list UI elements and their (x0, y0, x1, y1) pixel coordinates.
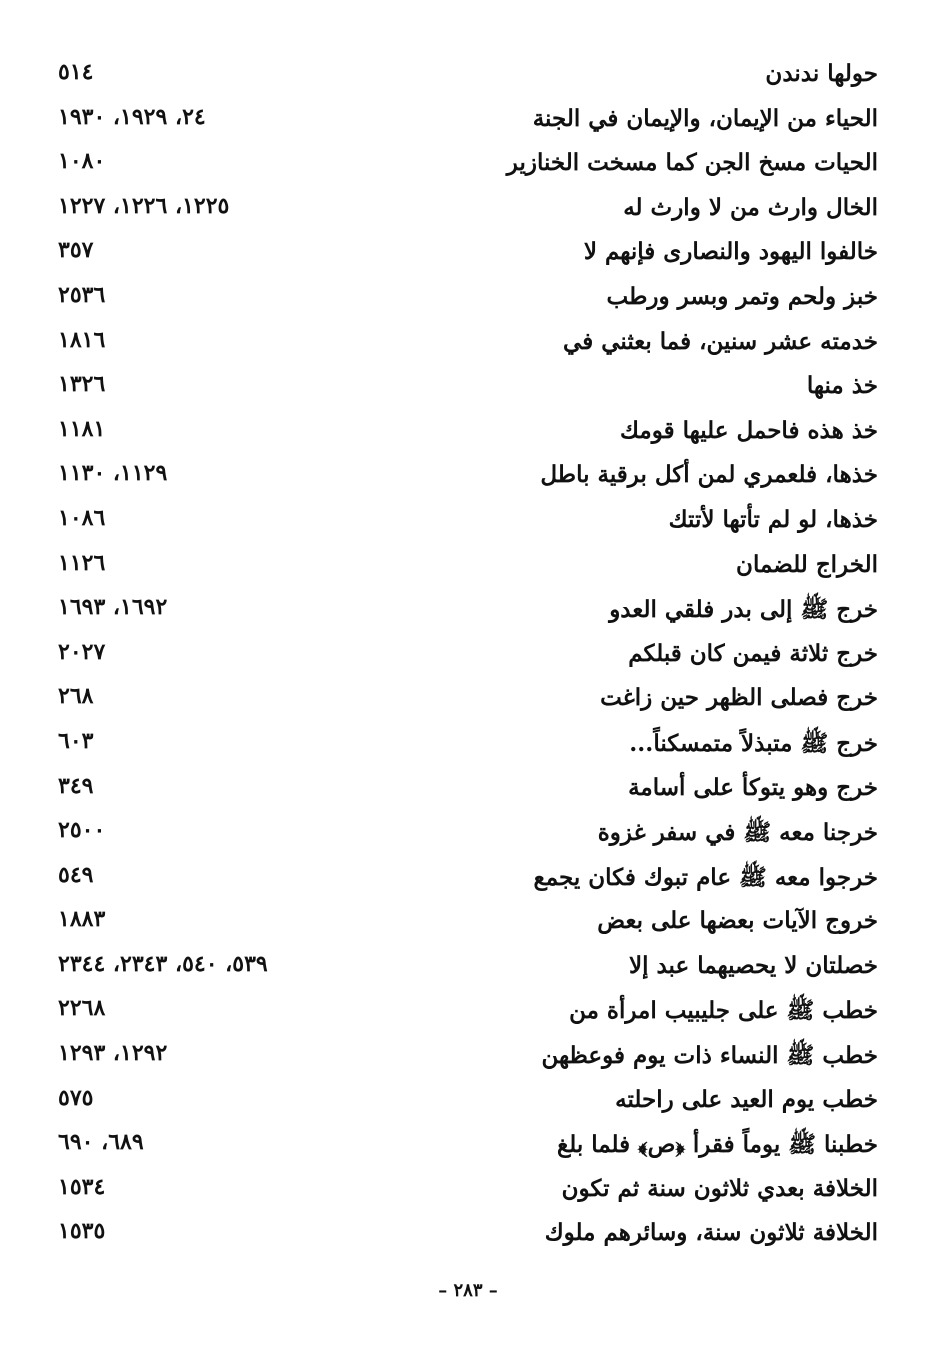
hadith-numbers: ٥٣٩، ٥٤٠، ٢٣٤٣، ٢٣٤٤ (58, 950, 268, 977)
index-entry (0, 232, 936, 277)
hadith-numbers: ١٢٢٥، ١٢٢٦، ١٢٢٧ (58, 192, 230, 219)
hadith-numbers: ١١٢٩، ١١٣٠ (58, 460, 168, 487)
index-entry (0, 1080, 936, 1125)
index-entry (0, 634, 936, 679)
hadith-numbers: ١١٨١ (58, 415, 106, 442)
index-entry (0, 322, 936, 367)
hadith-incipit: خرج فصلى الظهر حين زاغت (600, 684, 878, 712)
hadith-numbers: ١٢٩٢، ١٢٩٣ (58, 1040, 168, 1067)
hadith-numbers: ١٥٣٤ (58, 1173, 106, 1200)
hadith-incipit: خطبنا ﷺ يوماً فقرأ ﴿ص﴾ فلما بلغ (556, 1131, 878, 1159)
hadith-incipit: خرج وهو يتوكأ على أسامة (628, 773, 878, 801)
index-entry (0, 901, 936, 946)
index-entry (0, 188, 936, 233)
hadith-numbers: ٥٧٥ (58, 1084, 94, 1111)
index-entry (0, 545, 936, 590)
hadith-numbers: ٢٥٠٠ (58, 817, 106, 844)
index-entry (0, 54, 936, 99)
index-entry (0, 455, 936, 500)
hadith-numbers: ١٨١٦ (58, 326, 106, 353)
hadith-incipit: خذها، فلعمري لمن أكل برقية باطل (540, 461, 878, 489)
hadith-incipit: الحيات مسخ الجن كما مسخت الخنازير (506, 149, 878, 177)
index-entry (0, 1213, 936, 1258)
hadith-incipit: خذ منها (806, 372, 878, 400)
index-entry (0, 812, 936, 857)
hadith-numbers: ٢٤، ١٩٢٩، ١٩٣٠ (58, 103, 206, 130)
hadith-incipit: خذها، لو لم تأتها لأتتك (668, 505, 878, 533)
hadith-incipit: خرج ﷺ إلى بدر فلقي العدو (609, 596, 878, 624)
hadith-numbers: ١٠٨٦ (58, 504, 106, 531)
hadith-numbers: ٥٤٩ (58, 861, 94, 888)
index-entry (0, 946, 936, 991)
hadith-numbers: ٢٦٨ (58, 683, 94, 710)
hadith-incipit: خرجنا معه ﷺ في سفر غزوة (597, 819, 878, 847)
hadith-incipit: خرج ﷺ متبذلاً متمسكناً... (629, 729, 878, 757)
index-entry (0, 366, 936, 411)
hadith-incipit: خطب ﷺ على جليبيب امرأة من (569, 997, 878, 1025)
hadith-numbers: ٢٥٣٦ (58, 281, 106, 308)
index-entry (0, 99, 936, 144)
hadith-incipit: خدمته عشر سنين، فما بعثني في (563, 327, 878, 355)
hadith-numbers: ٢٠٢٧ (58, 638, 106, 665)
index-entry (0, 143, 936, 188)
hadith-incipit: خرجوا معه ﷺ عام تبوك فكان يجمع (533, 863, 878, 891)
index-entry (0, 1124, 936, 1169)
hadith-incipit: خرج ثلاثة فيمن كان قبلكم (628, 639, 878, 667)
index-entry (0, 500, 936, 545)
hadith-numbers: ٣٥٧ (58, 237, 94, 264)
hadith-incipit: خصلتان لا يحصيهما عبد إلا (628, 951, 878, 979)
hadith-incipit: الخلافة بعدي ثلاثون سنة ثم تكون (561, 1174, 878, 1202)
hadith-numbers: ٦٨٩، ٦٩٠ (58, 1129, 144, 1156)
index-list (0, 54, 936, 1258)
index-entry (0, 768, 936, 813)
hadith-incipit: خطب يوم العيد على راحلته (615, 1085, 878, 1113)
hadith-incipit: الخلافة ثلاثون سنة، وسائرهم ملوك (544, 1219, 878, 1247)
hadith-numbers: ١٣٢٦ (58, 371, 106, 398)
hadith-incipit: حولها ندندن (765, 60, 878, 87)
hadith-numbers: ١١٢٦ (58, 549, 106, 576)
index-entry (0, 1035, 936, 1080)
hadith-numbers: ٢٢٦٨ (58, 995, 106, 1022)
hadith-incipit: خالفوا اليهود والنصارى فإنهم لا (583, 238, 878, 266)
hadith-numbers: ٥١٤ (58, 59, 94, 85)
index-entry (0, 277, 936, 322)
hadith-incipit: الخراج للضمان (736, 550, 878, 578)
hadith-incipit: خروج الآيات بعضها على بعض (597, 907, 878, 935)
hadith-numbers: ١٦٩٢، ١٦٩٣ (58, 594, 168, 621)
hadith-numbers: ٦٠٣ (58, 727, 94, 754)
hadith-numbers: ٣٤٩ (58, 772, 94, 799)
hadith-incipit: الخال وارث من لا وارث له (623, 193, 878, 221)
index-entry (0, 678, 936, 723)
page-number: – ٢٨٣ – (438, 1280, 498, 1301)
index-entry (0, 857, 936, 902)
hadith-numbers: ١٨٨٣ (58, 906, 106, 933)
hadith-incipit: خذ هذه فاحمل عليها قومك (620, 416, 878, 444)
index-entry (0, 589, 936, 634)
hadith-incipit: خبز ولحم وتمر وبسر ورطب (606, 282, 878, 310)
index-entry (0, 723, 936, 768)
hadith-numbers: ١٠٨٠ (58, 148, 106, 175)
hadith-numbers: ١٥٣٥ (58, 1218, 106, 1245)
hadith-incipit: الحياء من الإيمان، والإيمان في الجنة (532, 104, 878, 132)
index-entry (0, 990, 936, 1035)
hadith-incipit: خطب ﷺ النساء ذات يوم فوعظهن (541, 1042, 878, 1070)
index-entry (0, 1169, 936, 1214)
index-entry (0, 411, 936, 456)
